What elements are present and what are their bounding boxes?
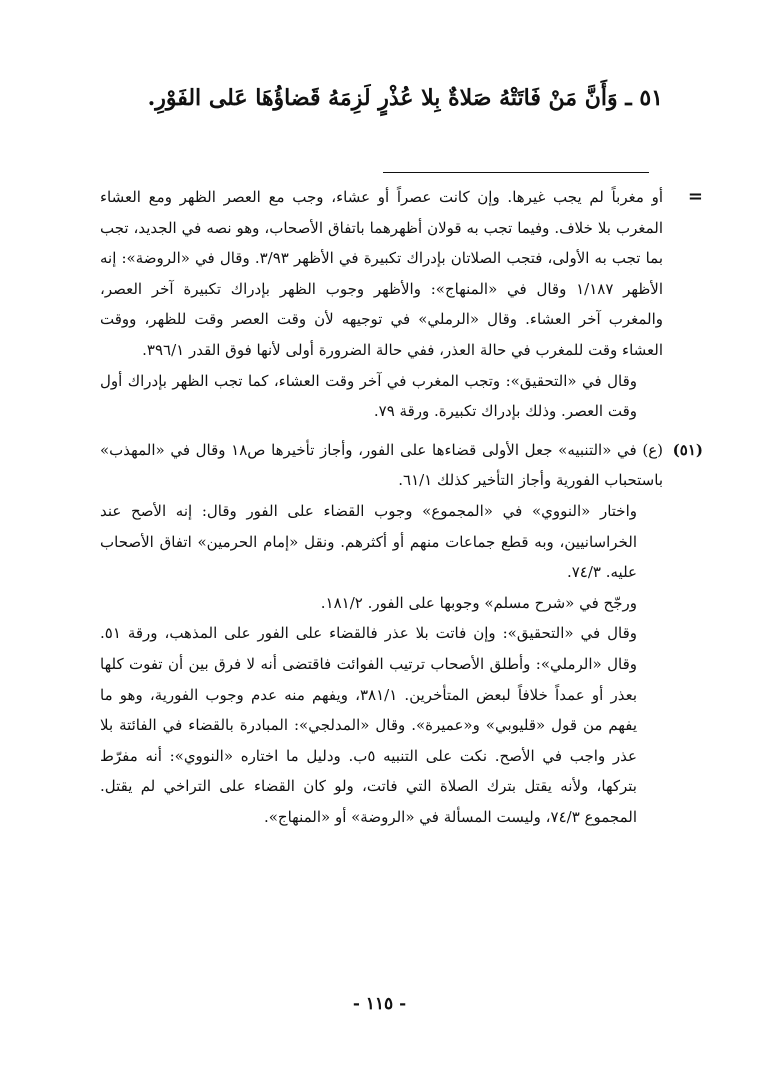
footnote-continuation-marker: = — [687, 186, 703, 207]
footnote-paragraph: ورجّح في «شرح مسلم» وجوبها على الفور. ١٨١/٢. — [320, 593, 637, 612]
rule-heading: ٥١ ـ وَأَنَّ مَنْ فَاتَتْهُ صَلاةٌ بِلا عُذْرٍ لَزِمَهُ قَضاؤُهَا عَلى الفَوْرِ. — [147, 85, 663, 111]
footnote-paragraph: واختار «النووي» في «المجموع» وجوب القضاء على الفور وقال: إنه الأصح عند الخراسانيين، وبه قطع جماعات منهم أو أكثرهم. ونقل «إمام الحرمين» اتفاق الأصحاب عليه. ٧٤/٣. — [100, 501, 637, 582]
footnote-paragraph: وقال في «التحقيق»: وإن فاتت بلا عذر فالقضاء على الفور على المذهب، ورقة ٥١. وقال «الرملي»: وأطلق الأصحاب ترتيب الفوائت فاقتضى أنه لا فرق بين أن تفوت كلها بعذر أو عمداً خلافاً لبعض المتأخرين. ٣٨١/١، ويفهم منه عدم وجوب الفورية، وهو ما يفهم من قول «قليوبي» و«عميرة». وقال «المدلجي»: المبادرة بالقضاء في الفائتة بلا عذر واجب في الأصح. نكت على التنبيه ٥ب. ودليل ما اختاره «النووي»: أنه مفرّط بتركها، ولأنه يقتل بترك الصلاة التي فاتت، ولو كان القضاء على التراخي لم يقتل. المجموع ٧٤/٣، وليست المسألة في «الروضة» أو «المنهاج». — [100, 624, 638, 826]
footnotes-section — [100, 182, 703, 832]
footnote-51 — [100, 435, 703, 833]
footnote-continued — [100, 182, 703, 427]
footnote-paragraph: (ع) في «التنبيه» جعل الأولى قضاءها على الفور، وأجاز تأخيرها ص١٨ وقال في «المهذب» باستحباب الفورية وأجاز التأخير كذلك ٦١/١. — [100, 440, 663, 490]
page-number: - ١١٥ - — [352, 994, 407, 1014]
footnote-separator — [383, 172, 649, 173]
footnote-paragraph: أو مغرباً لم يجب غيرها. وإن كانت عصراً أو عشاء، وجب مع العصر الظهر ومع العشاء المغرب بلا خلاف. وفيما تجب به قولان أظهرهما باتفاق الأصحاب، وهو نصه في الجديد، تجب بما تجب به الأولى، فتجب الصلاتان بإدراك تكبيرة في الأظهر ٣/٩٣. وقال في «الروضة»: إنه الأظهر ١/١٨٧ وقال في «المنهاج»: والأظهر وجوب الظهر بإدراك تكبيرة آخر العصر، والمغرب آخر العشاء. وقال «الرملي» في توجيهه لأن وقت العصر وقت للظهر، ووقت العشاء وقت للمغرب في حالة العذر، ففي حالة الضرورة أولى لأنها فوق القدر ٣٩٦/١. — [100, 188, 664, 359]
footnote-paragraph: وقال في «التحقيق»: وتجب المغرب في آخر وقت العشاء، كما تجب الظهر بإدراك أول وقت العصر. وذلك بإدراك تكبيرة. ورقة ٧٩. — [100, 371, 637, 421]
footnote-number: (٥١) — [672, 440, 703, 459]
